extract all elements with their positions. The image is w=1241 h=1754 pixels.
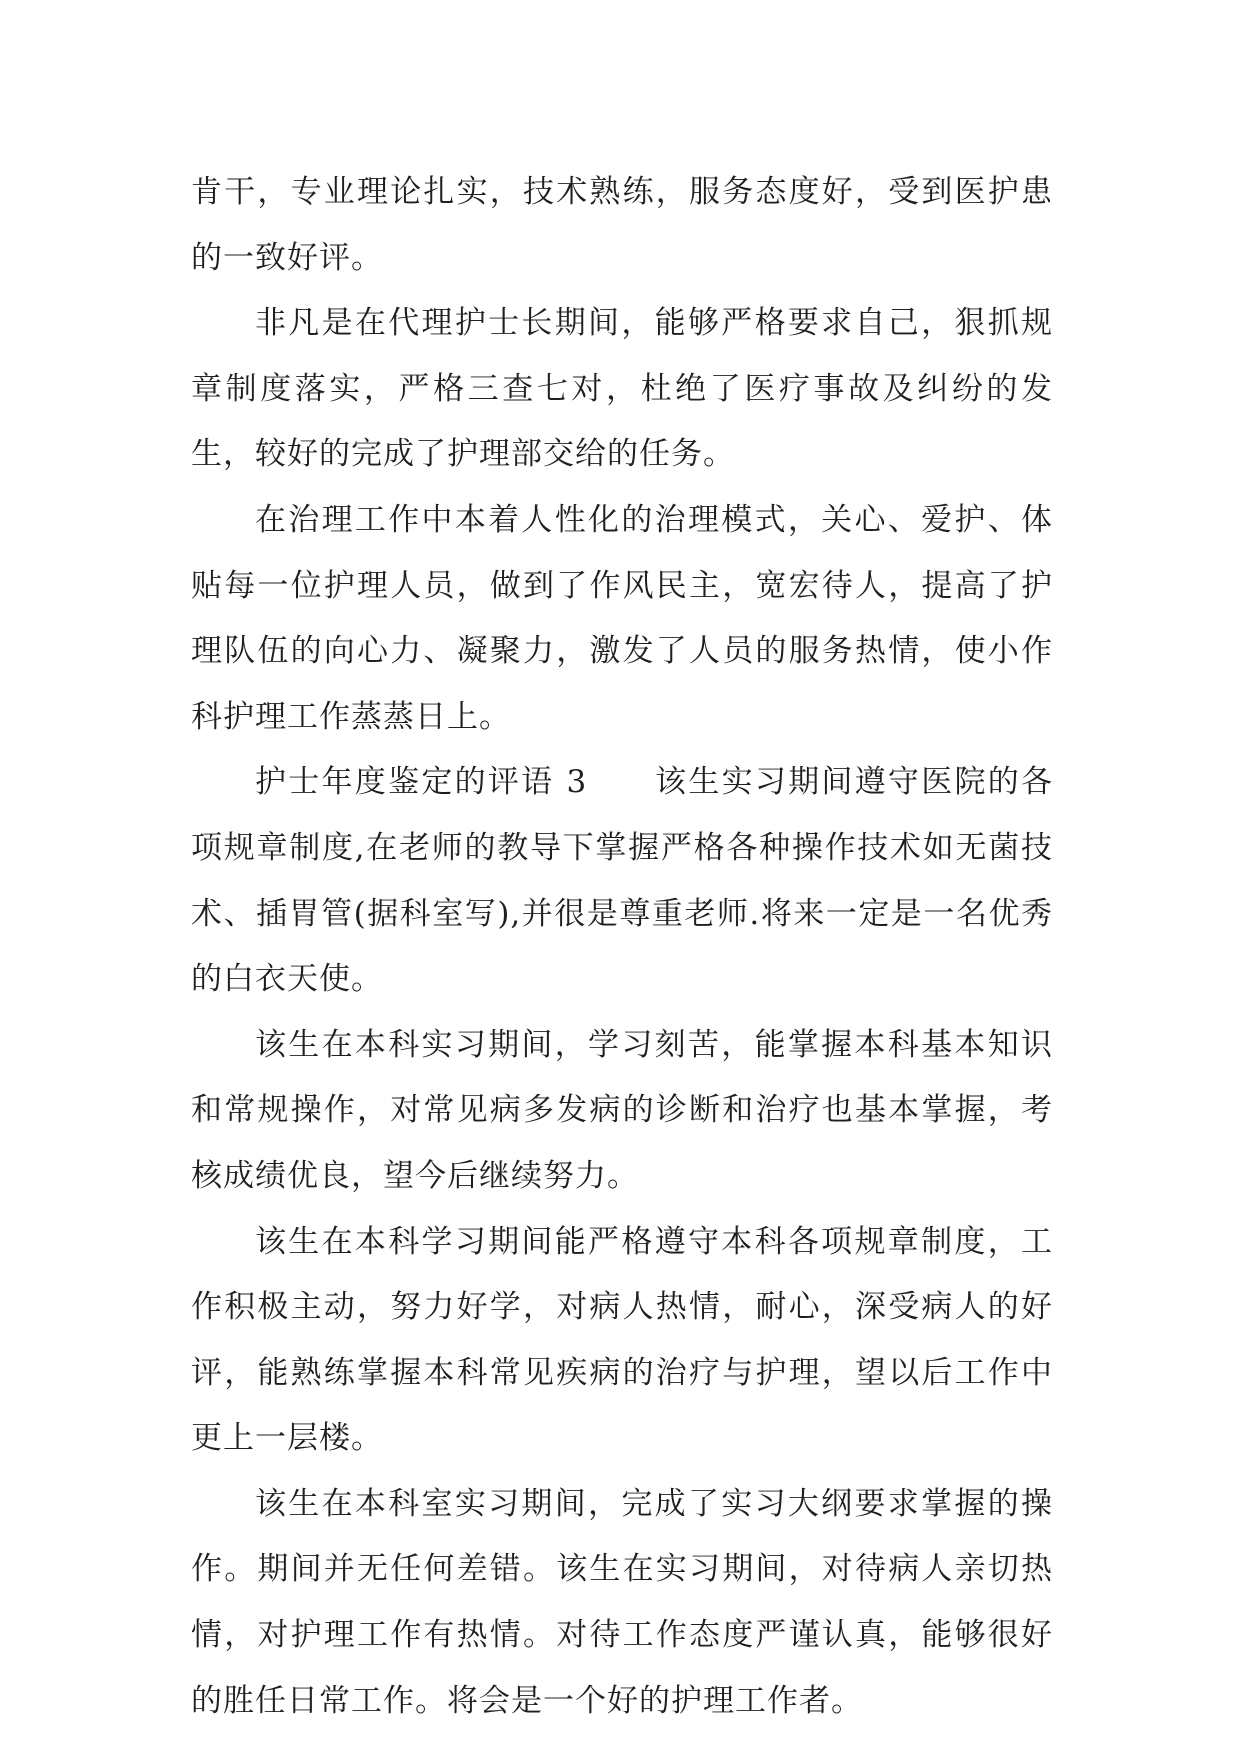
paragraph-6: 该生在本科学习期间能严格遵守本科各项规章制度，工作积极主动，努力好学，对病人热情，耐心，深受病人的好评，能熟练掌握本科常见疾病的治疗与护理，望以后工作中更上一层楼。	[191, 1223, 1053, 1457]
paragraph-5: 该生在本科实习期间，学习刻苦，能掌握本科基本知识和常规操作，对常见病多发病的诊断和治疗也基本掌握，考核成绩优良，望今后继续努力。	[191, 1026, 1053, 1194]
paragraph-4: 护士年度鉴定的评语 3 该生实习期间遵守医院的各项规章制度,在老师的教导下掌握严格各种操作技术如无菌技术、插胃管(据科室写),并很是尊重老师.将来一定是一名优秀的白衣天使。	[191, 764, 1053, 998]
paragraph-7: 该生在本科室实习期间，完成了实习大纲要求掌握的操作。期间并无任何差错。该生在实习期间，对待病人亲切热情，对护理工作有热情。对待工作态度严谨认真，能够很好的胜任日常工作。将会是一个好的护理工作者。	[191, 1485, 1053, 1719]
paragraph-1: 肯干，专业理论扎实，技术熟练，服务态度好，受到医护患的一致好评。	[191, 174, 1053, 276]
paragraph-3: 在治理工作中本着人性化的治理模式，关心、爱护、体贴每一位护理人员，做到了作风民主，宽宏待人，提高了护理队伍的向心力、凝聚力，激发了人员的服务热情，使小作科护理工作蒸蒸日上。	[191, 501, 1053, 735]
paragraph-2: 非凡是在代理护士长期间，能够严格要求自己，狠抓规章制度落实，严格三查七对，杜绝了医疗事故及纠纷的发生，较好的完成了护理部交给的任务。	[191, 305, 1053, 473]
document-body	[191, 160, 1053, 1734]
